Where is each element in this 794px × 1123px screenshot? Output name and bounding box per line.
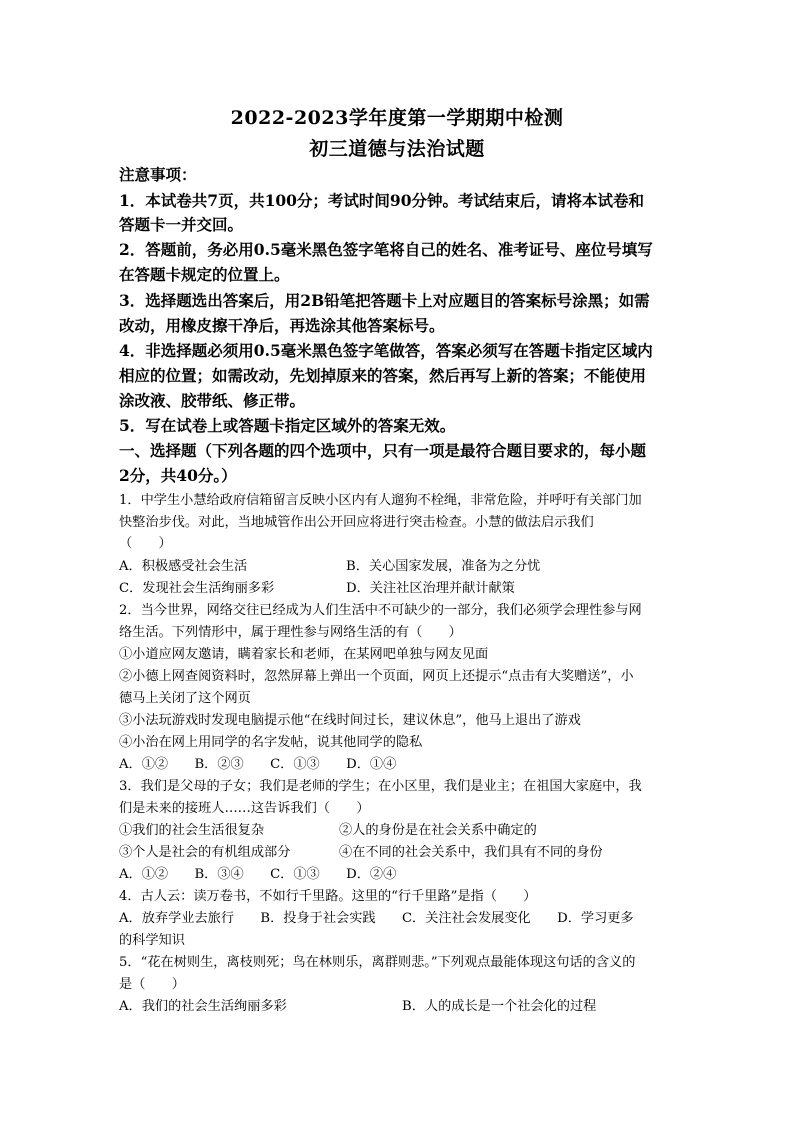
note-3-line-1: 3．选择题选出答案后，用2B铅笔把答题卡上对应题目的答案标号涂黑；如需 — [119, 291, 650, 310]
q1-stem-line-2: 快整治步伐。对此，当地城管作出公开回应将进行突击检查。小慧的做法启示我们 — [119, 515, 594, 530]
q2-item-2-line-1: ②小德上网查阅资料时，忽然屏幕上弹出一个页面，网页上还提示“点击有大奖赠送”，小 — [119, 669, 634, 684]
note-4-line-2: 相应的位置；如需改动，先划掉原来的答案，然后再写上新的答案；不能使用 — [119, 366, 647, 385]
q5-option-b: B．人的成长是一个社会化的过程 — [402, 999, 597, 1014]
q3-options: A．①② B．③④ C．①③ D．②④ — [119, 867, 397, 882]
q5-option-a: A．我们的社会生活绚丽多彩 — [119, 999, 287, 1014]
q4-options-line-2: 的科学知识 — [119, 933, 185, 948]
q2-item-4: ④小治在网上用同学的名字发帖，说其他同学的隐私 — [119, 735, 423, 750]
q3-item-4: ④在不同的社会关系中，我们具有不同的身份 — [339, 845, 603, 860]
q2-stem-line-2: 络生活。下列情形中，属于理性参与网络生活的有（ ） — [119, 625, 462, 640]
q2-item-2-line-2: 德马上关闭了这个网页 — [119, 691, 251, 706]
q3-stem-line-2: 们是未来的接班人……这告诉我们（ ） — [119, 801, 370, 816]
q5-stem-line-1: 5．“花在树则生，离枝则死；鸟在林则乐，离群则悲。”下列观点最能体现这句话的含义的 — [119, 955, 636, 970]
q3-item-1: ①我们的社会生活很复杂 — [119, 823, 265, 838]
q1-option-d: D．关注社区治理并献计献策 — [346, 581, 515, 596]
q2-stem-line-1: 2．当今世界，网络交往已经成为人们生活中不可缺少的一部分，我们必须学会理性参与网 — [119, 603, 642, 618]
q3-stem-line-1: 3．我们是父母的子女；我们是老师的学生；在小区里，我们是业主；在祖国大家庭中，我 — [119, 779, 642, 794]
q4-options-line-1: A．放弃学业去旅行 B．投身于社会实践 C．关注社会发展变化 D．学习更多 — [119, 911, 634, 926]
notes-heading: 注意事项： — [119, 165, 197, 184]
q1-option-c: C．发现社会生活绚丽多彩 — [119, 581, 275, 596]
q3-item-2: ②人的身份是在社会关系中确定的 — [339, 823, 537, 838]
q2-item-1: ①小道应网友邀请，瞒着家长和老师，在某网吧单独与网友见面 — [119, 647, 489, 662]
note-3-line-2: 改动，用橡皮擦干净后，再选涂其他答案标号。 — [119, 316, 445, 335]
section-heading-line-2: 2分，共40分。） — [119, 466, 237, 485]
q1-option-b: B．关心国家发展，准备为之分忧 — [346, 559, 541, 574]
exam-title: 2022-2023学年度第一学期期中检测 — [230, 107, 564, 129]
note-1-line-1: 1．本试卷共7页，共100分；考试时间90分钟。考试结束后，请将本试卷和 — [119, 191, 644, 210]
exam-subtitle: 初三道德与法治试题 — [309, 138, 485, 160]
note-2-line-2: 在答题卡规定的位置上。 — [119, 265, 290, 284]
note-5-line-1: 5．写在试卷上或答题卡指定区域外的答案无效。 — [119, 416, 456, 435]
q2-options: A．①② B．②③ C．①③ D．①④ — [119, 757, 397, 772]
q1-answer-blank: （ ） — [119, 536, 172, 551]
note-2-line-1: 2．答题前，务必用0.5毫米黑色签字笔将自己的姓名、准考证号、座位号填写 — [119, 240, 653, 259]
section-heading-line-1: 一、选择题（下列各题的四个选项中，只有一项是最符合题目要求的，每小题 — [119, 441, 647, 460]
note-4-line-1: 4．非选择题必须用0.5毫米黑色签字笔做答，答案必须写在答题卡指定区域内 — [119, 341, 653, 360]
q1-stem-line-1: 1．中学生小慧给政府信箱留言反映小区内有人遛狗不栓绳，非常危险，并呼吁有关部门加 — [119, 493, 642, 508]
q1-option-a: A．积极感受社会生活 — [119, 559, 248, 574]
q4-stem: 4．古人云：读万卷书，不如行千里路。这里的“行千里路”是指（ ） — [119, 889, 537, 904]
note-4-line-3: 涂改液、胶带纸、修正带。 — [119, 391, 306, 410]
note-1-line-2: 答题卡一并交回。 — [119, 215, 244, 234]
q3-item-3: ③个人是社会的有机组成部分 — [119, 845, 291, 860]
q2-item-3: ③小法玩游戏时发现电脑提示他“在线时间过长，建议休息”，他马上退出了游戏 — [119, 713, 581, 728]
q5-stem-line-2: 是（ ） — [119, 977, 185, 992]
